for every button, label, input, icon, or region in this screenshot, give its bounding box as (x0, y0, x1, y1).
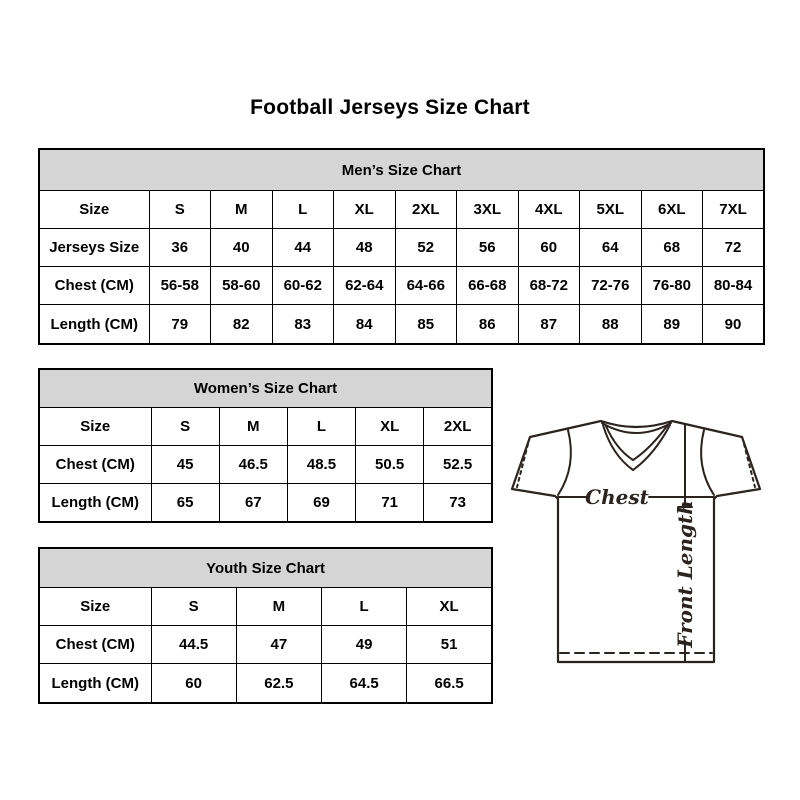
size-value-cell: 48 (334, 229, 396, 267)
size-value-cell: 44 (272, 229, 334, 267)
size-value-cell: 60 (151, 664, 236, 703)
youth-size-table (38, 547, 493, 704)
size-value-cell: 64.5 (322, 664, 407, 703)
column-header-cell: S (151, 588, 236, 626)
size-value-cell: 52.5 (424, 445, 492, 483)
size-value-cell: 60 (518, 229, 580, 267)
column-header-cell: 4XL (518, 191, 580, 229)
column-header-cell: 6XL (641, 191, 703, 229)
size-value-cell: 66.5 (407, 664, 492, 703)
size-value-cell: 84 (334, 305, 396, 344)
table-header: Women’s Size Chart (39, 369, 492, 408)
size-value-cell: 88 (580, 305, 642, 344)
row-label-cell: Chest (CM) (39, 267, 149, 305)
size-value-cell: 72-76 (580, 267, 642, 305)
column-header-cell: XL (356, 408, 424, 446)
size-value-cell: 89 (641, 305, 703, 344)
size-value-cell: 46.5 (219, 445, 287, 483)
size-value-cell: 71 (356, 483, 424, 522)
column-header-cell: 2XL (395, 191, 457, 229)
size-value-cell: 83 (272, 305, 334, 344)
row-label-cell: Jerseys Size (39, 229, 149, 267)
column-header-cell: 2XL (424, 408, 492, 446)
mens-size-table (38, 148, 765, 345)
size-value-cell: 48.5 (287, 445, 355, 483)
column-header-cell: M (211, 191, 273, 229)
size-value-cell: 65 (151, 483, 219, 522)
size-value-cell: 67 (219, 483, 287, 522)
size-value-cell: 79 (149, 305, 211, 344)
column-header-cell: M (236, 588, 321, 626)
size-value-cell: 49 (322, 626, 407, 664)
row-label-cell: Length (CM) (39, 305, 149, 344)
column-header-cell: XL (407, 588, 492, 626)
size-value-cell: 40 (211, 229, 273, 267)
size-value-cell: 64-66 (395, 267, 457, 305)
size-value-cell: 45 (151, 445, 219, 483)
jersey-measurement-diagram (505, 402, 775, 682)
row-label-cell: Chest (CM) (39, 626, 151, 664)
corner-label-cell: Size (39, 588, 151, 626)
size-value-cell: 82 (211, 305, 273, 344)
table-header: Men’s Size Chart (39, 149, 764, 191)
column-header-cell: S (149, 191, 211, 229)
size-value-cell: 56-58 (149, 267, 211, 305)
size-value-cell: 68 (641, 229, 703, 267)
front-length-label: Front Length (673, 500, 697, 648)
corner-label-cell: Size (39, 191, 149, 229)
size-value-cell: 44.5 (151, 626, 236, 664)
column-header-cell: M (219, 408, 287, 446)
column-header-cell: L (272, 191, 334, 229)
size-value-cell: 50.5 (356, 445, 424, 483)
size-value-cell: 85 (395, 305, 457, 344)
size-value-cell: 80-84 (703, 267, 765, 305)
size-value-cell: 62.5 (236, 664, 321, 703)
size-value-cell: 72 (703, 229, 765, 267)
column-header-cell: L (287, 408, 355, 446)
row-label-cell: Chest (CM) (39, 445, 151, 483)
size-value-cell: 51 (407, 626, 492, 664)
size-value-cell: 69 (287, 483, 355, 522)
size-value-cell: 73 (424, 483, 492, 522)
size-value-cell: 62-64 (334, 267, 396, 305)
table-header: Youth Size Chart (39, 548, 492, 588)
size-value-cell: 87 (518, 305, 580, 344)
column-header-cell: 7XL (703, 191, 765, 229)
column-header-cell: XL (334, 191, 396, 229)
size-value-cell: 86 (457, 305, 519, 344)
size-value-cell: 52 (395, 229, 457, 267)
size-value-cell: 68-72 (518, 267, 580, 305)
size-value-cell: 90 (703, 305, 765, 344)
page-title: Football Jerseys Size Chart (250, 96, 530, 119)
size-value-cell: 36 (149, 229, 211, 267)
column-header-cell: L (322, 588, 407, 626)
size-value-cell: 56 (457, 229, 519, 267)
column-header-cell: 5XL (580, 191, 642, 229)
row-label-cell: Length (CM) (39, 483, 151, 522)
corner-label-cell: Size (39, 408, 151, 446)
size-value-cell: 58-60 (211, 267, 273, 305)
chest-label: Chest (585, 485, 649, 509)
size-value-cell: 64 (580, 229, 642, 267)
size-value-cell: 76-80 (641, 267, 703, 305)
column-header-cell: S (151, 408, 219, 446)
size-value-cell: 66-68 (457, 267, 519, 305)
column-header-cell: 3XL (457, 191, 519, 229)
womens-size-table (38, 368, 493, 523)
row-label-cell: Length (CM) (39, 664, 151, 703)
size-value-cell: 60-62 (272, 267, 334, 305)
size-value-cell: 47 (236, 626, 321, 664)
